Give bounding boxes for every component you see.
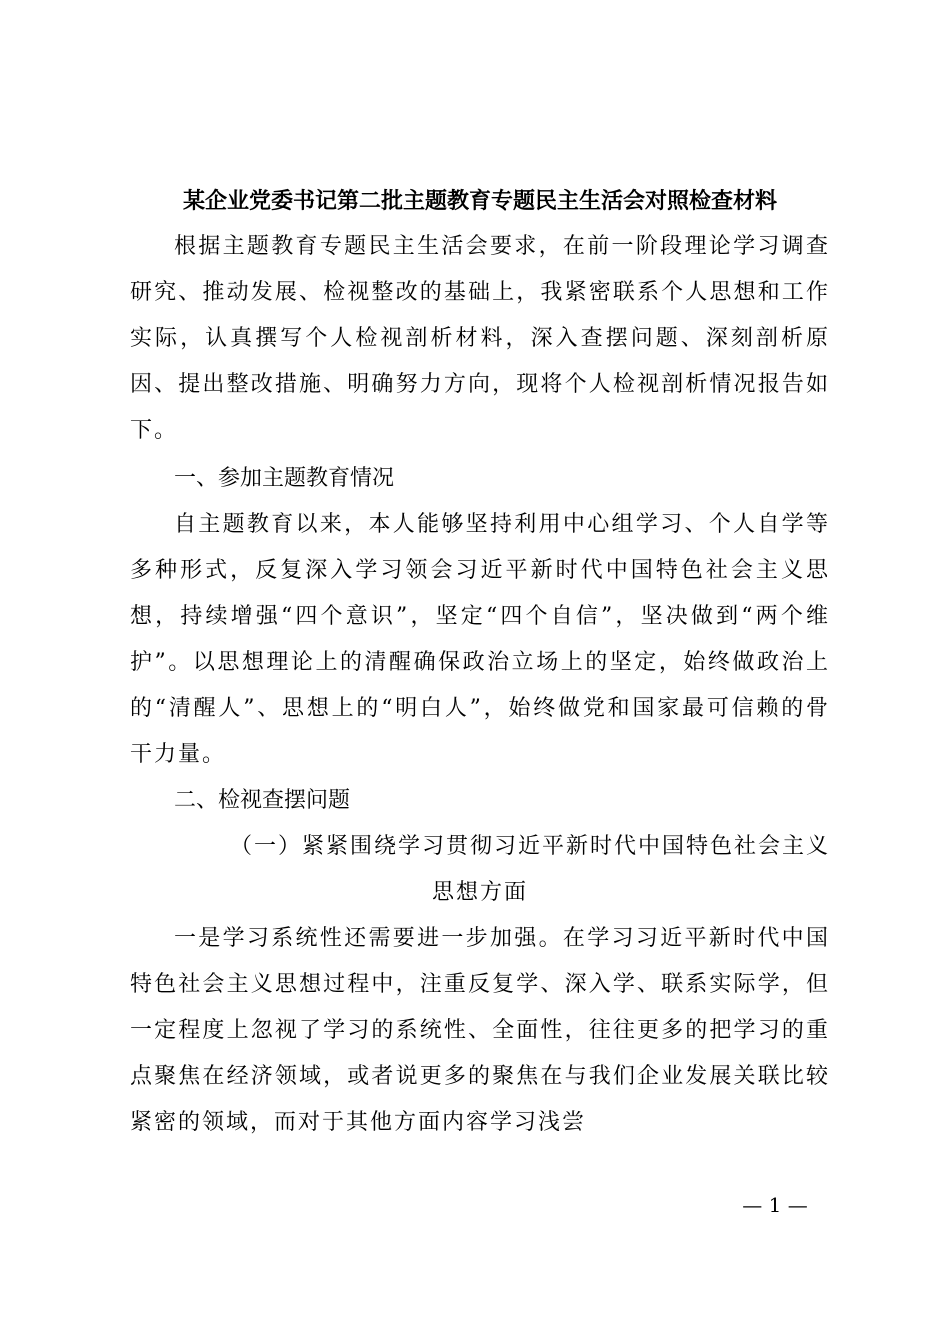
- document-title: 某企业党委书记第二批主题教育专题民主生活会对照检查材料: [182, 188, 777, 214]
- subsection-1-paragraph: 一是学习系统性还需要进一步加强。在学习习近平新时代中国特色社会主义思想过程中，注重反复学、深入学、联系实际学，但一定程度上忽视了学习的系统性、全面性，往往更多的把学习的重点聚焦在经济领域，或者说更多的聚焦在与我们企业发展关联比较紧密的领域，而对于其他方面内容学习浅尝: [130, 926, 830, 1135]
- section-1-paragraph: 自主题教育以来，本人能够坚持利用中心组学习、个人自学等多种形式，反复深入学习领会习近平新时代中国特色社会主义思想，持续增强“四个意识”，坚定“四个自信”，坚决做到“两个维护”。以思想理论上的清醒确保政治立场上的坚定，始终做政治上的“清醒人”、思想上的“明白人”，始终做党和国家最可信赖的骨干力量。: [130, 512, 830, 767]
- subsection-1-heading: [130, 824, 830, 916]
- section-2-heading: 二、检视查摆问题: [174, 788, 351, 813]
- page-number: — 1 —: [742, 1193, 808, 1217]
- subsection-1-heading-line-2: 思想方面: [431, 880, 528, 905]
- section-1-heading: 一、参加主题教育情况: [174, 466, 395, 491]
- intro-paragraph: 根据主题教育专题民主生活会要求，在前一阶段理论学习调查研究、推动发展、检视整改的基础上，我紧密联系个人思想和工作实际，认真撰写个人检视剖析材料，深入查摆问题、深刻剖析原因、提出整改措施、明确努力方向，现将个人检视剖析情况报告如下。: [130, 234, 830, 443]
- subsection-1-heading-line-1: （一）紧紧围绕学习贯彻习近平新时代中国特色社会主义: [229, 834, 830, 859]
